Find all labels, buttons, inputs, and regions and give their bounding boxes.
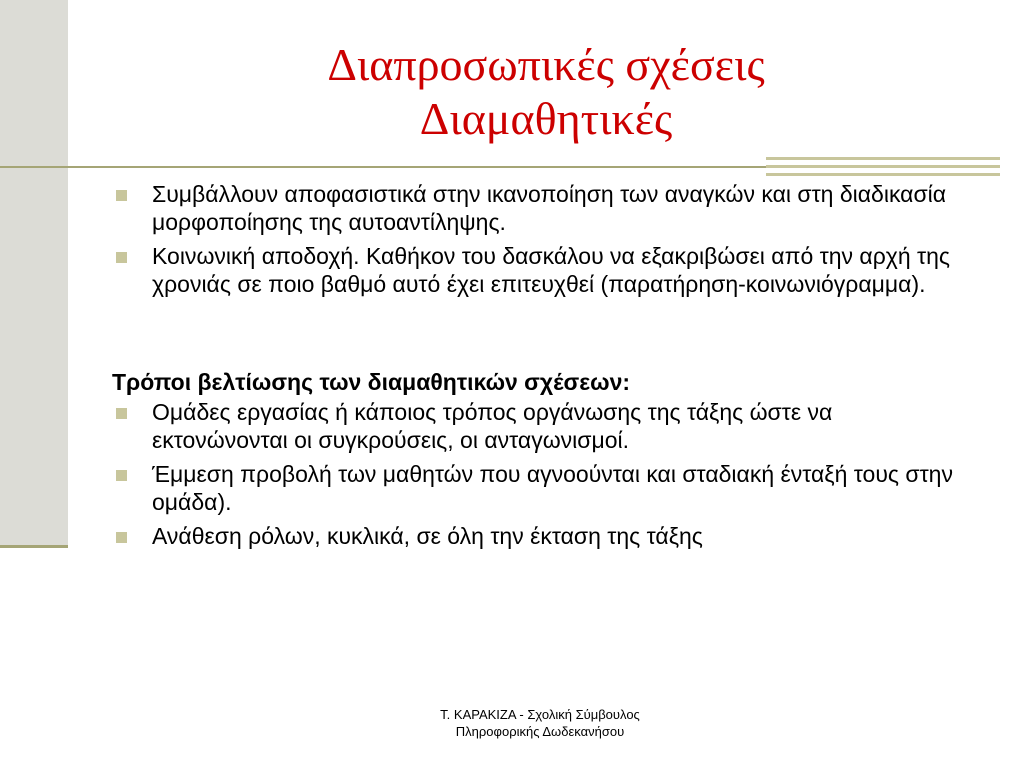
bullet-text: Ανάθεση ρόλων, κυκλικά, σε όλη την έκταση της τάξης (152, 523, 703, 549)
list-item (112, 180, 972, 236)
slide-title-line-2: Διαμαθητικές (419, 93, 673, 144)
bullet-text: Ομάδες εργασίας ή κάποιος τρόπος οργάνωσης της τάξης ώστε να εκτονώνονται οι συγκρούσεις, οι ανταγωνισμοί. (152, 399, 833, 453)
square-bullet-icon (116, 408, 127, 419)
slide-title (68, 38, 1024, 146)
square-bullet-icon (116, 532, 127, 543)
list-item (112, 522, 972, 550)
slide-body (112, 180, 972, 556)
left-bar-bottom-line (0, 545, 68, 548)
list-item (112, 460, 972, 516)
bullet-text: Κοινωνική αποδοχή. Καθήκον του δασκάλου να εξακριβώσει από την αρχή της χρονιάς σε ποιο βαθμό αυτό έχει επιτευχθεί (παρατήρηση-κοινωνιόγραμμα). (152, 243, 951, 297)
footer-line-1: Τ. ΚΑΡΑΚΙΖΑ - Σχολική Σύμβουλος (440, 707, 640, 722)
bullet-list-2 (112, 398, 972, 550)
slide-footer (380, 706, 700, 740)
list-item (112, 398, 972, 454)
left-decorative-bar (0, 0, 68, 547)
square-bullet-icon (116, 470, 127, 481)
section-heading: Τρόποι βελτίωσης των διαμαθητικών σχέσεων: (112, 369, 631, 395)
section-spacer (112, 304, 972, 368)
title-divider-accent (766, 157, 1000, 177)
square-bullet-icon (116, 252, 127, 263)
square-bullet-icon (116, 190, 127, 201)
bullet-text: Συμβάλλουν αποφασιστικά στην ικανοποίηση των αναγκών και στη διαδικασία μορφοποίησης της αυτοαντίληψης. (152, 181, 947, 235)
footer-line-2: Πληροφορικής Δωδεκανήσου (455, 724, 625, 739)
slide-title-line-1: Διαπροσωπικές σχέσεις (327, 39, 765, 90)
bullet-text: Έμμεση προβολή των μαθητών που αγνοούνται και σταδιακή ένταξή τους στην ομάδα). (152, 461, 953, 515)
list-item (112, 242, 972, 298)
bullet-list-1 (112, 180, 972, 298)
